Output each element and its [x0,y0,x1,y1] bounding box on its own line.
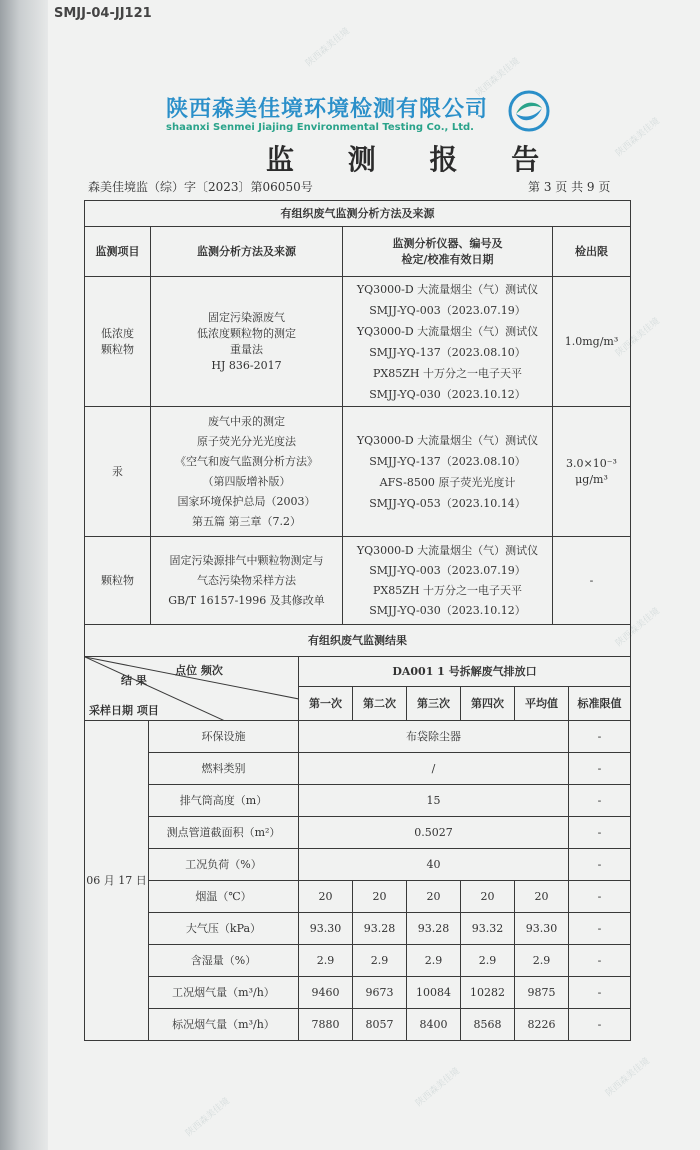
row-value: 2.9 [407,945,461,977]
row-limit: - [569,945,631,977]
row-value: 9460 [299,977,353,1009]
cell-item: 汞 [85,407,151,537]
row-value: / [299,753,569,785]
row-value: 2.9 [461,945,515,977]
results-table-caption: 有组织废气监测结果 [85,625,631,657]
watermark: 陕西森美佳境 [604,1056,652,1099]
row-value: 20 [299,881,353,913]
row-value: 9875 [515,977,569,1009]
row-value: 93.30 [515,913,569,945]
methods-table-caption: 有组织废气监测分析方法及来源 [85,201,631,227]
row-value: 7880 [299,1009,353,1041]
row-value: 9673 [353,977,407,1009]
row-label: 烟温（℃） [149,881,299,913]
row-label: 工况烟气量（m³/h） [149,977,299,1009]
row-limit: - [569,721,631,753]
row-value: 15 [299,785,569,817]
row-label: 大气压（kPa） [149,913,299,945]
cell-method: 固定污染源废气 低浓度颗粒物的测定 重量法 HJ 836-2017 [151,277,343,407]
row-label: 含湿量（%） [149,945,299,977]
row-limit: - [569,849,631,881]
row-value: 93.28 [407,913,461,945]
row-value: 8568 [461,1009,515,1041]
col-header-limit: 标准限值 [569,687,631,721]
diag-result-label: 结 果 [121,674,147,687]
row-limit: - [569,1009,631,1041]
row-value: 2.9 [299,945,353,977]
table-row [85,1009,631,1041]
row-limit: - [569,785,631,817]
watermark: 陕西森美佳境 [184,1096,232,1139]
company-logo-icon [508,90,550,132]
row-value: 10084 [407,977,461,1009]
cell-instrument: YQ3000-D 大流量烟尘（气）测试仪 SMJJ-YQ-137（2023.08.10） AFS-8500 原子荧光光度计 SMJJ-YQ-053（2023.10.14） [343,407,553,537]
table-row [85,277,631,407]
col-header: 平均值 [515,687,569,721]
row-label: 测点管道截面积（m²） [149,817,299,849]
reference-number: 森美佳境监（综）字〔2023〕第06050号 [88,180,313,194]
cell-instrument: YQ3000-D 大流量烟尘（气）测试仪 SMJJ-YQ-003（2023.07.19） PX85ZH 十万分之一电子天平 SMJJ-YQ-030（2023.10.12） [343,537,553,625]
col-header: 第一次 [299,687,353,721]
table-row [85,721,631,753]
row-limit: - [569,913,631,945]
row-value: 2.9 [353,945,407,977]
row-limit: - [569,817,631,849]
diag-point-label: 点位 频次 [175,664,223,677]
row-value: 8057 [353,1009,407,1041]
row-value: 8400 [407,1009,461,1041]
row-value: 0.5027 [299,817,569,849]
cell-method: 废气中汞的测定 原子荧光分光光度法 《空气和废气监测分析方法》 （第四版增补版） 国家环境保护总局（2003） 第五篇 第三章（7.2） [151,407,343,537]
row-label: 环保设施 [149,721,299,753]
header-item: 监测项目 [85,227,151,277]
location-header: DA001 1 号拆解废气排放口 [299,657,631,687]
header-limit: 检出限 [553,227,631,277]
table-row [85,977,631,1009]
company-name-en: shaanxi Senmei Jiajing Environmental Testing Co., Ltd. [166,122,474,133]
col-header: 第三次 [407,687,461,721]
cell-method: 固定污染源排气中颗粒物测定与 气态污染物采样方法 GB/T 16157-1996 及其修改单 [151,537,343,625]
watermark: 陕西森美佳境 [304,26,352,69]
row-limit: - [569,753,631,785]
row-value: 40 [299,849,569,881]
table-row [85,753,631,785]
table-row [85,817,631,849]
cell-limit: - [553,537,631,625]
row-value: 20 [461,881,515,913]
col-header: 第二次 [353,687,407,721]
table-row [85,537,631,625]
watermark: 陕西森美佳境 [614,116,662,159]
cell-limit: 3.0×10⁻³ μg/m³ [553,407,631,537]
header-instrument-line2: 检定/校准有效日期 [401,252,494,266]
row-label: 工况负荷（%） [149,849,299,881]
document-code: SMJJ-04-JJ121 [54,6,152,21]
col-header: 第四次 [461,687,515,721]
row-limit: - [569,881,631,913]
watermark: 陕西森美佳境 [414,1066,462,1109]
row-value: 布袋除尘器 [299,721,569,753]
row-label: 排气筒高度（m） [149,785,299,817]
table-row [85,913,631,945]
row-value: 93.28 [353,913,407,945]
header-instrument-line1: 监测分析仪器、编号及 [392,236,503,250]
table-row [85,849,631,881]
cell-instrument: YQ3000-D 大流量烟尘（气）测试仪 SMJJ-YQ-003（2023.07.19） YQ3000-D 大流量烟尘（气）测试仪 SMJJ-YQ-137（2023.08.10） PX85ZH 十万分之一电子天平 SMJJ-YQ-030（2023.10.12） [343,277,553,407]
row-value: 10282 [461,977,515,1009]
cell-item: 低浓度 颗粒物 [85,277,151,407]
watermark: 陕西森美佳境 [614,316,662,359]
row-label: 标况烟气量（m³/h） [149,1009,299,1041]
diag-date-item-label: 采样日期 项目 [89,704,159,717]
watermark: 陕西森美佳境 [474,56,522,99]
row-value: 2.9 [515,945,569,977]
row-value: 8226 [515,1009,569,1041]
binding-shadow [0,0,48,1150]
diagonal-header [85,657,299,721]
row-label: 燃料类别 [149,753,299,785]
table-row [85,785,631,817]
row-value: 93.32 [461,913,515,945]
watermark: 陕西森美佳境 [614,606,662,649]
table-row [85,407,631,537]
row-value: 20 [515,881,569,913]
company-name-cn: 陕西森美佳境环境检测有限公司 [166,97,489,122]
methods-table [84,200,631,625]
report-title: 监 测 报 告 [266,143,562,176]
row-value: 20 [407,881,461,913]
row-limit: - [569,977,631,1009]
cell-item: 颗粒物 [85,537,151,625]
page-number: 第 3 页 共 9 页 [528,180,611,194]
row-value: 93.30 [299,913,353,945]
table-row [85,945,631,977]
cell-limit: 1.0mg/m³ [553,277,631,407]
header-method: 监测分析方法及来源 [151,227,343,277]
header-instrument [343,227,553,277]
sampling-date: 06 月 17 日 [85,721,149,1041]
row-value: 20 [353,881,407,913]
table-row [85,881,631,913]
results-table [84,624,631,1041]
